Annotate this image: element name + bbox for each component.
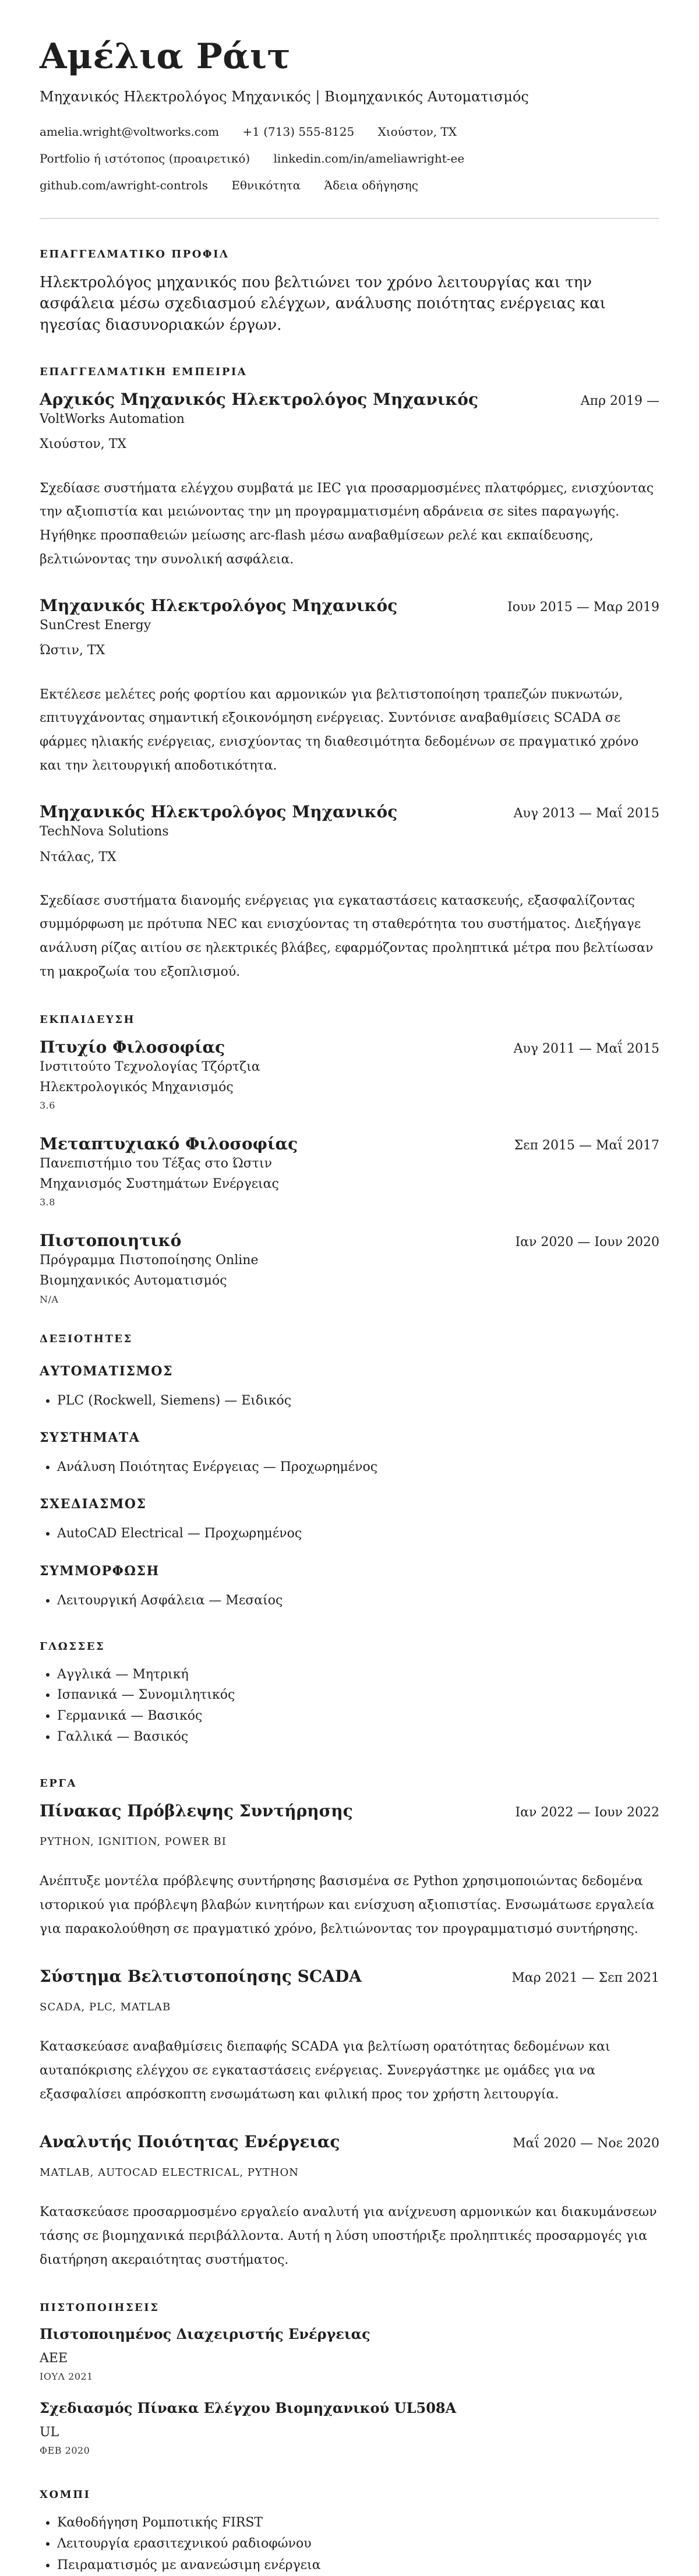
contact-row-1 [40, 125, 659, 139]
education-date: Σεπ 2015 — Μαΐ 2017 [514, 1138, 659, 1153]
skill-list [40, 1523, 659, 1544]
certifications-section [40, 2302, 659, 2456]
job-header [40, 390, 659, 409]
phone-text: +1 (713) 555-8125 [242, 125, 355, 139]
job-description: Σχεδίασε συστήματα ελέγχου συμβατά με IEC για προσαρμοσμένες πλατφόρμες, ενισχύοντας την αξιοπιστία και μειώνοντας την μη προγραμματισμένη αδράνεια σε sites παραγωγής. Ηγήθηκε προσπαθειών μείωσης arc-flash μέσω αναβαθμίσεων ρελέ και εκπαίδευσης, βελτιώνοντας την συνολική ασφάλεια. [40, 481, 654, 567]
job-title: Μηχανικός Ηλεκτρολόγος Μηχανικός [40, 802, 398, 822]
project-date: Μαρ 2021 — Σεπ 2021 [511, 1971, 659, 1986]
project-entry [40, 2132, 659, 2272]
project-header [40, 2132, 659, 2151]
job-entry [40, 802, 659, 984]
job-location: Ντάλας, TX [40, 849, 116, 864]
skill-group-title: ΣΥΜΜΟΡΦΩΣΗ [40, 1563, 160, 1579]
certification-entry [40, 2326, 659, 2382]
hobbies-section [40, 2489, 659, 2576]
skill-list [40, 1590, 659, 1611]
education-date: Ιαν 2020 — Ιουν 2020 [515, 1235, 659, 1250]
header-divider [40, 218, 659, 219]
job-location: Ώστιν, TX [40, 643, 105, 658]
project-tech: SCADA, PLC, MATLAB [40, 2001, 171, 2014]
field-of-study: Μηχανισμός Συστημάτων Ενέργειας [40, 1177, 279, 1192]
profile-section-title: ΕΠΑΓΓΕΛΜΑΤΙΚΟ ΠΡΟΦΙΛ [40, 248, 230, 260]
education-header [40, 1134, 659, 1153]
profile-summary: Ηλεκτρολόγος μηχανικός που βελτιώνει τον χρόνο λειτουργίας και την ασφάλεια μέσω σχεδιασμού ελέγχων, ανάλυσης ποιότητας ενέργειας και ηγεσίας διασυνοριακών έργων. [40, 274, 606, 334]
job-date: Απρ 2019 — [580, 394, 659, 409]
skill-group-title: ΣΥΣΤΗΜΑΤΑ [40, 1430, 140, 1445]
certification-name: Πιστοποιημένος Διαχειριστής Ενέργειας [40, 2325, 370, 2342]
languages-section [40, 1640, 659, 1748]
skill-list [40, 1391, 659, 1411]
job-company: SunCrest Energy [40, 618, 151, 633]
field-of-study: Ηλεκτρολογικός Μηχανισμός [40, 1079, 234, 1095]
language-list [40, 1664, 659, 1748]
job-date: Ιουν 2015 — Μαρ 2019 [507, 600, 659, 615]
grade-text: N/A [40, 1293, 59, 1305]
job-date: Αυγ 2013 — Μαΐ 2015 [513, 806, 659, 821]
project-header [40, 1801, 659, 1820]
job-title: Αρχικός Μηχανικός Ηλεκτρολόγος Μηχανικός [40, 390, 479, 410]
degree-title: Πιστοποιητικό [40, 1231, 182, 1251]
contact-row-2 [40, 151, 659, 165]
projects-section-title: ΕΡΓΑ [40, 1777, 77, 1790]
education-entry [40, 1231, 659, 1304]
education-header [40, 1231, 659, 1250]
education-section [40, 1014, 659, 1305]
experience-section-title: ΕΠΑΓΓΕΛΜΑΤΙΚΗ ΕΜΠΕΙΡΙΑ [40, 366, 248, 379]
certification-name: Σχεδιασμός Πίνακα Ελέγχου Βιομηχανικού UL508A [40, 2399, 457, 2416]
license-text: Άδεια οδήγησης [324, 178, 418, 192]
github-link[interactable]: github.com/awright-controls [40, 178, 209, 192]
project-name: Σύστημα Βελτιστοποίησης SCADA [40, 1967, 362, 1986]
school-name: Ινστιτούτο Τεχνολογίας Τζόρτζια [40, 1059, 260, 1074]
job-location: Χιούστον, TX [40, 437, 127, 452]
nationality-text: Εθνικότητα [231, 178, 301, 192]
portfolio-link[interactable]: Portfolio ή ιστότοπος (προαιρετικό) [40, 151, 250, 165]
skill-item: • PLC (Rockwell, Siemens) — Ειδικός [57, 1391, 659, 1411]
candidate-name: Αμέλια Ράιτ [40, 36, 291, 77]
skills-section [40, 1333, 659, 1611]
education-entry [40, 1134, 659, 1208]
certification-date: ΙΟΥΛ 2021 [40, 2370, 93, 2382]
language-item: • Γερμανικά — Βασικός [57, 1706, 659, 1727]
job-company: VoltWorks Automation [40, 412, 185, 427]
project-entry [40, 1801, 659, 1941]
project-tech: PYTHON, IGNITION, POWER BI [40, 1836, 227, 1848]
job-company: TechNova Solutions [40, 824, 169, 839]
job-entry [40, 596, 659, 778]
skill-group-title: ΑΥΤΟΜΑΤΙΣΜΟΣ [40, 1363, 174, 1379]
school-name: Πρόγραμμα Πιστοποίησης Online [40, 1253, 259, 1268]
skill-item: • Ανάλυση Ποιότητας Ενέργειας — Προχωρημένος [57, 1457, 659, 1478]
skill-list [40, 1457, 659, 1478]
profile-section [40, 248, 659, 336]
grade-text: 3.8 [40, 1197, 55, 1208]
project-date: Μαΐ 2020 — Νοε 2020 [513, 2136, 659, 2151]
location-text: Χιούστον, TX [377, 125, 457, 139]
project-description: Κατασκεύασε αναβαθμίσεις διεπαφής SCADA για βελτίωση ορατότητας δεδομένων και αυταπόκρισης ελέγχου σε εγκαταστάσεις ενέργειας. Συνεργάστηκε με ομάδες για να εξασφαλίσει απρόσκοπτη ενσωμάτωση και φιλική προς τον χρήστη λειτουργία. [40, 2039, 610, 2102]
education-section-title: ΕΚΠΑΙΔΕΥΣΗ [40, 1013, 136, 1026]
school-name: Πανεπιστήμιο του Τέξας στο Ώστιν [40, 1156, 272, 1171]
hobby-item: • Πειραματισμός με ανανεώσιμη ενέργεια [57, 2555, 659, 2576]
hobby-list [40, 2513, 659, 2576]
job-title: Μηχανικός Ηλεκτρολόγος Μηχανικός [40, 596, 398, 616]
project-description: Ανέπτυξε μοντέλα πρόβλεψης συντήρησης βασισμένα σε Python χρησιμοποιώντας δεδομένα ιστορικού για πρόβλεψη βλαβών κινητήρων και ενίσχυση αξιοπιστίας. Ενσωμάτωσε εργαλεία για παρακολούθηση σε πραγματικό χρόνο, βελτιώνοντας τον προγραμματισμό συντήρησης. [40, 1874, 655, 1936]
contact-row-3 [40, 178, 659, 192]
language-item: • Ισπανικά — Συνομιλητικός [57, 1685, 659, 1706]
hobbies-section-title: ΧΟΜΠΙ [40, 2488, 91, 2501]
certification-issuer: AEE [40, 2351, 68, 2366]
education-date: Αυγ 2011 — Μαΐ 2015 [513, 1041, 659, 1056]
project-description: Κατασκεύασε προσαρμοσμένο εργαλείο αναλυτή για ανίχνευση αρμονικών και διακυμάνσεων τάσης σε βιομηχανικά περιβάλλοντα. Αυτή η λύση υποστήριξε προληπτικές προσαρμογές για διατήρηση ακεραιότητας συστήματος. [40, 2205, 657, 2267]
job-description: Σχεδίασε συστήματα διανομής ενέργειας για εγκαταστάσεις κατασκευής, εξασφαλίζοντας συμμόρφωση με πρότυπα NEC και ενισχύοντας τη σταθερότητα του συστήματος. Διεξήγαγε ανάλυση ρίζας αιτίου σε ηλεκτρικές βλάβες, εφαρμόζοντας προληπτικά μέτρα που βελτίωσαν τη μακροζωία του εξοπλισμού. [40, 893, 654, 979]
degree-title: Μεταπτυχιακό Φιλοσοφίας [40, 1134, 298, 1153]
certification-issuer: UL [40, 2425, 59, 2440]
skills-section-title: ΔΕΞΙΟΤΗΤΕΣ [40, 1332, 133, 1345]
job-header [40, 596, 659, 615]
job-header [40, 802, 659, 821]
experience-section [40, 366, 659, 984]
candidate-headline: Μηχανικός Ηλεκτρολόγος Μηχανικός | Βιομηχανικός Αυτοματισμός [40, 89, 529, 105]
job-description: Εκτέλεσε μελέτες ροής φορτίου και αρμονικών για βελτιστοποίηση τραπεζών πυκνωτών, επιτυγχάνοντας σημαντική εξοικονόμηση ενέργειας. Συντόνισε αναβαθμίσεις SCADA σε φάρμες ηλιακής ενέργειας, ενισχύοντας τη διαθεσιμότητα δεδομένων σε πραγματικό χρόνο και την λειτουργική αποδοτικότητα. [40, 687, 639, 773]
certifications-section-title: ΠΙΣΤΟΠΟΙΗΣΕΙΣ [40, 2301, 160, 2314]
resume-header [40, 37, 659, 192]
project-entry [40, 1967, 659, 2106]
project-name: Πίνακας Πρόβλεψης Συντήρησης [40, 1801, 353, 1821]
project-header [40, 1967, 659, 1986]
language-item: • Αγγλικά — Μητρική [57, 1664, 659, 1685]
project-name: Αναλυτής Ποιότητας Ενέργειας [40, 2132, 340, 2152]
project-tech: MATLAB, AUTOCAD ELECTRICAL, PYTHON [40, 2166, 299, 2179]
projects-section [40, 1777, 659, 2272]
skill-group-title: ΣΧΕΔΙΑΣΜΟΣ [40, 1497, 147, 1512]
languages-section-title: ΓΛΩΣΣΕΣ [40, 1640, 105, 1653]
email-link[interactable]: amelia.wright@voltworks.com [40, 125, 220, 139]
education-entry [40, 1038, 659, 1111]
skill-item: • AutoCAD Electrical — Προχωρημένος [57, 1523, 659, 1544]
job-entry [40, 390, 659, 571]
hobby-item: • Καθοδήγηση Ρομποτικής FIRST [57, 2513, 659, 2533]
education-header [40, 1038, 659, 1057]
field-of-study: Βιομηχανικός Αυτοματισμός [40, 1273, 227, 1289]
certification-date: ΦΕΒ 2020 [40, 2444, 90, 2456]
project-date: Ιαν 2022 — Ιουν 2022 [515, 1805, 659, 1820]
skill-item: • Λειτουργική Ασφάλεια — Μεσαίος [57, 1590, 659, 1611]
certification-entry [40, 2399, 659, 2456]
grade-text: 3.6 [40, 1099, 55, 1111]
hobby-item: • Λειτουργία ερασιτεχνικού ραδιοφώνου [57, 2533, 659, 2554]
language-item: • Γαλλικά — Βασικός [57, 1727, 659, 1748]
degree-title: Πτυχίο Φιλοσοφίας [40, 1037, 225, 1057]
linkedin-link[interactable]: linkedin.com/in/ameliawright-ee [273, 151, 465, 165]
